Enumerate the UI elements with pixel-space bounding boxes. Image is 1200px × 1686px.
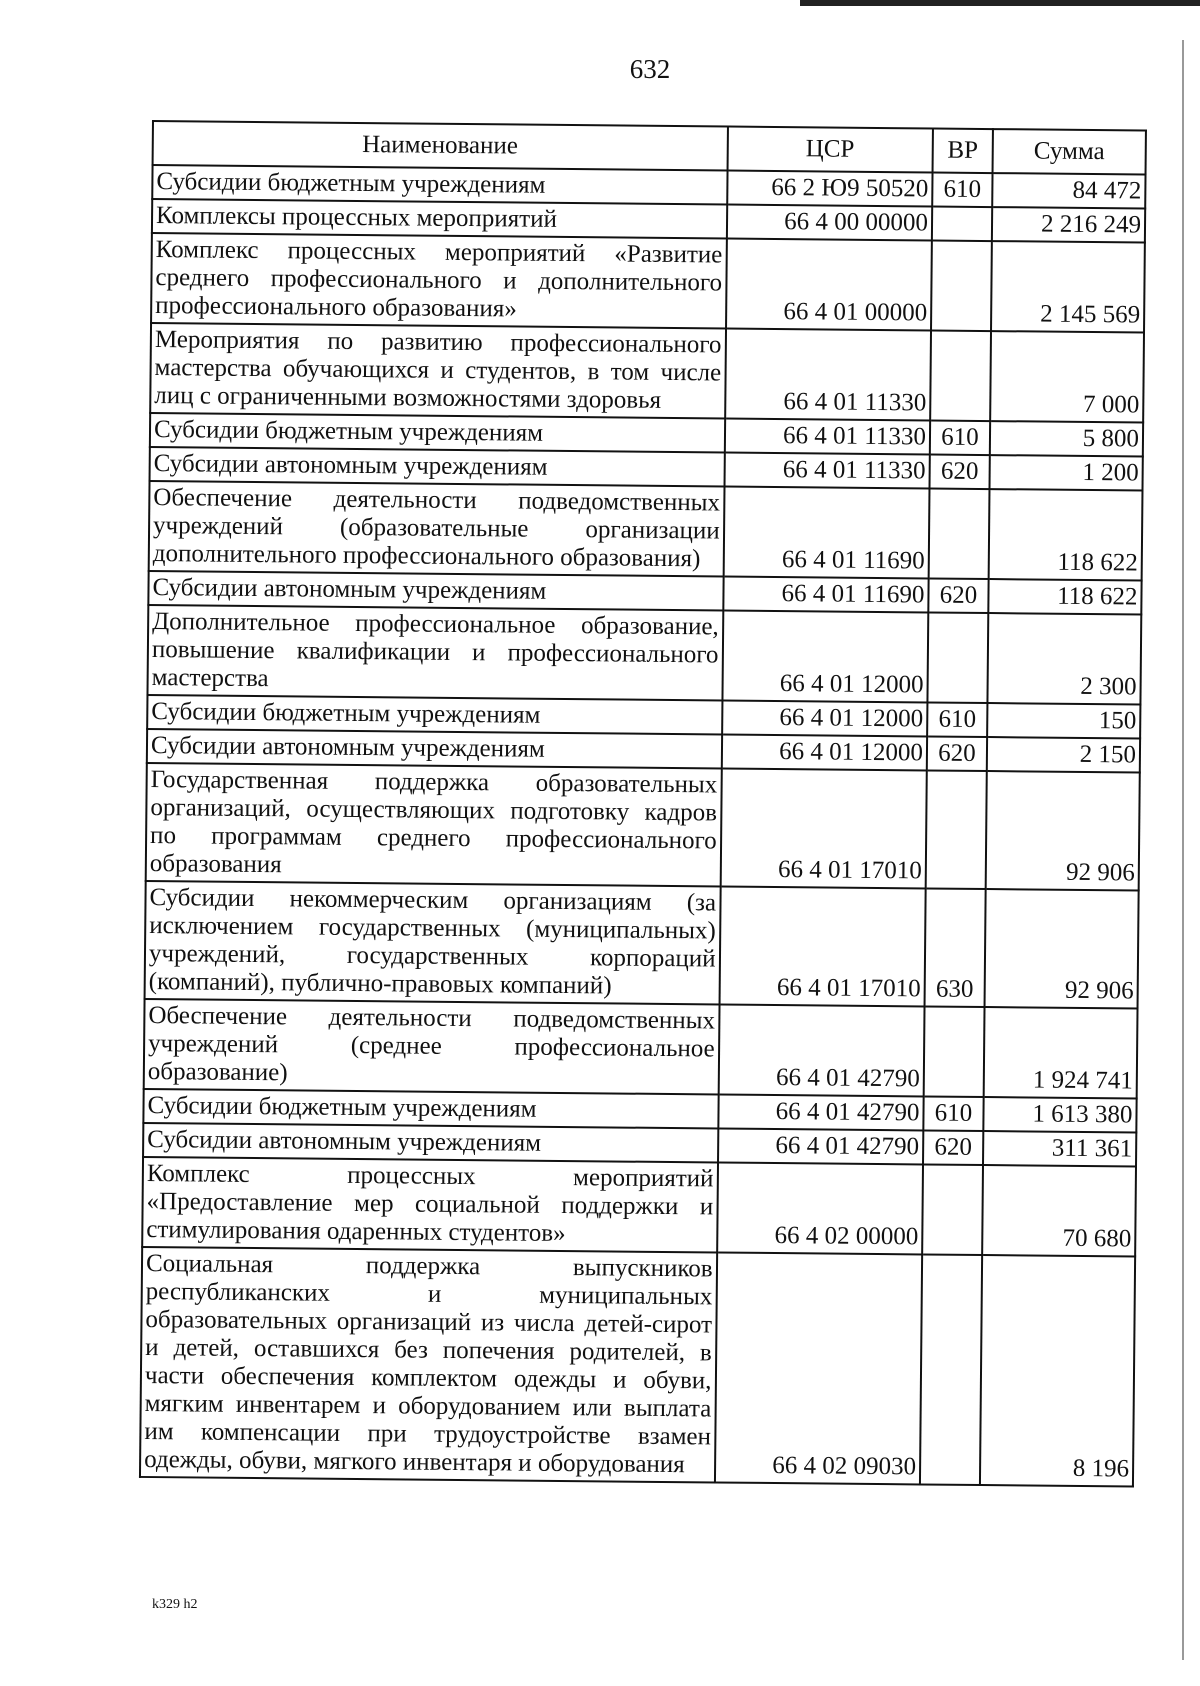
scan-fold-line xyxy=(1182,40,1184,1660)
row-name: Комплекс процессных мероприятий «Предоставление мер социальной поддержки и стимулирования одаренных студентов» xyxy=(142,1157,717,1253)
row-name: Социальная поддержка выпускников республиканских и муниципальных образовательных организаций из числа детей-сирот и детей, оставшихся без попечения родителей, в части обеспечения комплектом одежды и обуви, мягким инвентарем и оборудованием или выплата им компенсации при трудоустройстве взамен одежды, обуви, мягкого инвентаря и оборудования xyxy=(140,1247,717,1483)
row-vr: 630 xyxy=(924,888,985,1007)
row-csr: 66 4 00 00000 xyxy=(726,205,932,241)
header-name: Наименование xyxy=(153,121,728,171)
header-sum: Сумма xyxy=(993,129,1146,174)
row-csr: 66 4 01 17010 xyxy=(720,768,926,888)
row-name: Субсидии автономным учреждениям xyxy=(150,447,725,487)
row-sum: 1 200 xyxy=(990,455,1143,490)
row-csr: 66 4 01 12000 xyxy=(722,611,928,703)
row-vr xyxy=(920,1254,982,1485)
row-csr: 66 4 01 11330 xyxy=(724,453,930,489)
row-name: Субсидии автономным учреждениям xyxy=(147,729,722,769)
table-row xyxy=(146,763,1140,891)
row-csr: 66 4 01 42790 xyxy=(718,1094,924,1130)
row-sum: 2 216 249 xyxy=(992,207,1145,242)
table-row xyxy=(150,323,1144,423)
table-row xyxy=(140,1247,1135,1487)
row-vr xyxy=(930,330,991,421)
row-name: Обеспечение деятельности подведомственных учреждений (образовательные организации дополнительного профессионального образования) xyxy=(149,481,724,577)
row-sum: 84 472 xyxy=(992,173,1145,208)
table-row xyxy=(145,881,1139,1009)
row-vr xyxy=(929,488,990,579)
row-csr: 66 4 01 00000 xyxy=(726,239,932,331)
row-vr: 610 xyxy=(923,1096,983,1131)
row-name: Государственная поддержка образовательных организаций, осуществляющих подготовку кадров по программам среднего профессионального образования xyxy=(146,763,722,887)
row-csr: 66 2 Ю9 50520 xyxy=(727,171,933,207)
header-csr: ЦСР xyxy=(727,127,933,173)
row-vr xyxy=(927,612,988,703)
row-sum: 118 622 xyxy=(989,489,1143,580)
row-name: Субсидии бюджетным учреждениям xyxy=(143,1089,718,1129)
page-number: 632 xyxy=(629,54,671,84)
row-name: Комплексы процессных мероприятий xyxy=(152,199,727,239)
row-name: Субсидии некоммерческим организациям (за исключением государственных (муниципальных) учреждений, государственных корпораций (компаний), публично-правовых компаний) xyxy=(145,881,721,1005)
row-csr: 66 4 01 11330 xyxy=(724,419,930,455)
row-vr: 620 xyxy=(928,578,988,613)
row-name: Комплекс процессных мероприятий «Развитие среднего профессионального и дополнительного профессионального образования» xyxy=(151,233,726,329)
table-body xyxy=(140,165,1146,1486)
row-csr: 66 4 01 12000 xyxy=(722,700,928,736)
row-sum: 8 196 xyxy=(980,1255,1135,1486)
row-sum: 150 xyxy=(987,703,1140,738)
row-sum: 70 680 xyxy=(982,1165,1136,1256)
row-sum: 5 800 xyxy=(990,421,1143,456)
row-vr: 620 xyxy=(929,454,989,489)
table-row xyxy=(151,233,1145,333)
row-sum: 1 613 380 xyxy=(983,1097,1136,1132)
row-csr: 66 4 02 00000 xyxy=(717,1162,923,1254)
row-csr: 66 4 01 11690 xyxy=(723,487,929,579)
row-name: Субсидии автономным учреждениям xyxy=(143,1123,718,1163)
footer-code: k329 h2 xyxy=(152,1597,198,1612)
scan-edge-rule xyxy=(800,0,1200,6)
row-vr: 610 xyxy=(932,172,992,207)
row-csr: 66 4 01 42790 xyxy=(718,1004,924,1096)
row-vr: 620 xyxy=(927,736,987,771)
row-vr xyxy=(932,206,992,241)
row-name: Обеспечение деятельности подведомственных учреждений (среднее профессиональное образование) xyxy=(144,999,719,1095)
table-row xyxy=(149,481,1143,581)
row-vr xyxy=(926,770,987,889)
row-sum: 118 622 xyxy=(988,579,1141,614)
row-sum: 311 361 xyxy=(983,1131,1136,1166)
row-sum: 92 906 xyxy=(985,889,1139,1008)
row-sum: 2 300 xyxy=(987,613,1141,704)
row-csr: 66 4 01 12000 xyxy=(721,734,927,770)
row-sum: 92 906 xyxy=(986,771,1140,890)
header-vr: ВР xyxy=(932,128,992,173)
row-sum: 1 924 741 xyxy=(984,1007,1138,1098)
row-name: Субсидии бюджетным учреждениям xyxy=(147,695,722,735)
table-row xyxy=(147,605,1141,705)
row-name: Субсидии бюджетным учреждениям xyxy=(152,165,727,205)
table-row xyxy=(142,1157,1136,1257)
row-csr: 66 4 01 42790 xyxy=(718,1128,924,1164)
row-sum: 2 150 xyxy=(987,737,1140,772)
row-csr: 66 4 02 09030 xyxy=(715,1252,923,1484)
row-csr: 66 4 01 17010 xyxy=(719,886,925,1006)
row-vr: 610 xyxy=(930,420,990,455)
row-name: Мероприятия по развитию профессионального мастерства обучающихся и студентов, в том числе лиц с ограниченными возможностями здоровья xyxy=(150,323,725,419)
row-vr xyxy=(922,1164,983,1255)
row-vr: 620 xyxy=(923,1130,983,1165)
row-name: Субсидии автономным учреждениям xyxy=(148,571,723,611)
row-vr xyxy=(924,1006,985,1097)
row-sum: 7 000 xyxy=(990,331,1144,422)
row-sum: 2 145 569 xyxy=(991,241,1145,332)
table-row xyxy=(144,999,1138,1099)
row-csr: 66 4 01 11330 xyxy=(725,329,931,421)
row-vr: 610 xyxy=(927,702,987,737)
budget-table xyxy=(139,120,1147,1487)
row-csr: 66 4 01 11690 xyxy=(723,577,929,613)
row-name: Дополнительное профессиональное образование, повышение квалификации и профессионального мастерства xyxy=(147,605,722,701)
row-vr xyxy=(931,240,992,331)
row-name: Субсидии бюджетным учреждениям xyxy=(150,413,725,453)
